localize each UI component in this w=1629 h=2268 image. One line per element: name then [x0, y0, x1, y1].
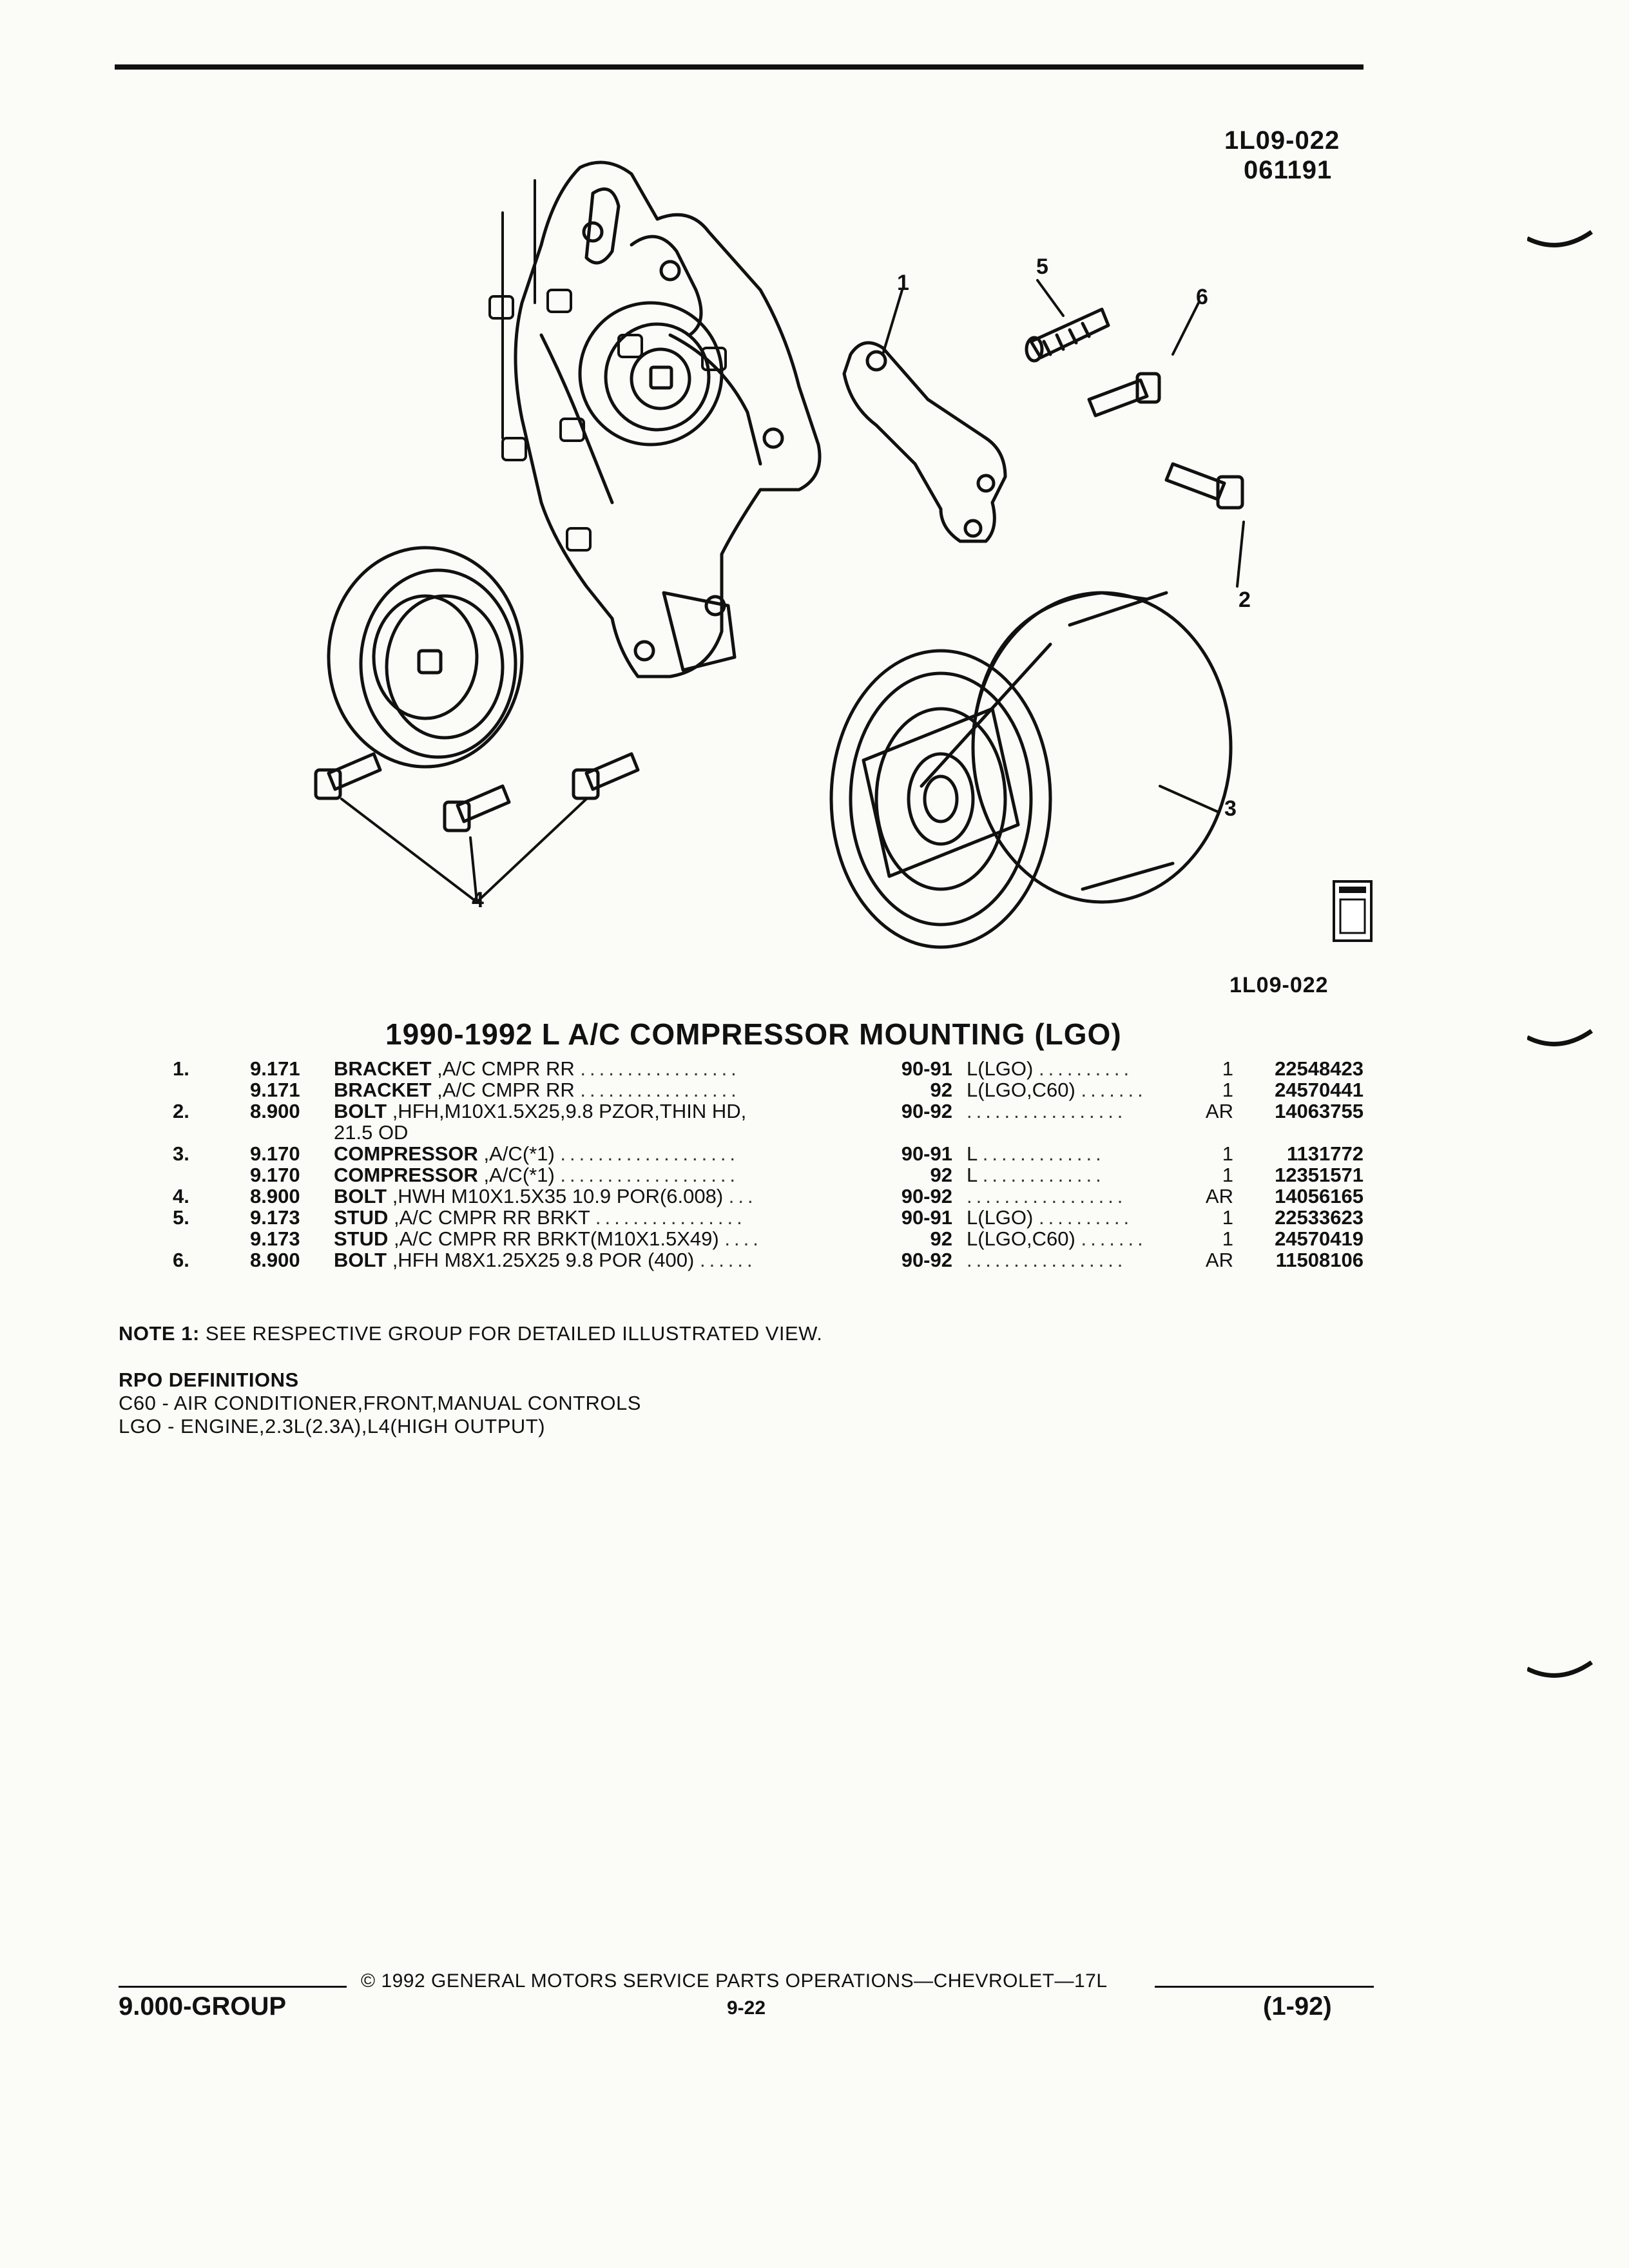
group-number: 8.900 [250, 1100, 300, 1122]
years: 90-92 [901, 1185, 952, 1207]
compressor-mounting-illustration [309, 142, 1315, 979]
table-row [173, 1249, 1364, 1271]
item-number: 6. [173, 1249, 189, 1271]
part-description: BRACKET ,A/C CMPR RR ................. [334, 1057, 740, 1080]
usage: L(LGO) .......... [967, 1206, 1133, 1229]
group-number: 9.170 [250, 1142, 300, 1165]
group-number: 8.900 [250, 1249, 300, 1271]
rpo-line: C60 - AIR CONDITIONER,FRONT,MANUAL CONTROLS [119, 1392, 641, 1414]
margin-marks [1527, 193, 1629, 1740]
compressor-part-3 [831, 593, 1231, 947]
callout-6: 6 [1196, 285, 1208, 309]
table-row [173, 1228, 1364, 1249]
group-number: 9.171 [250, 1057, 300, 1080]
note-text: SEE RESPECTIVE GROUP FOR DETAILED ILLUSTRATED VIEW. [199, 1322, 823, 1345]
revision-date: (1-92) [1263, 1992, 1332, 2021]
group-number: 9.170 [250, 1164, 300, 1186]
years: 90-92 [901, 1100, 952, 1122]
bolt-part-2 [1166, 464, 1242, 508]
rear-bracket-part-1 [844, 343, 1005, 541]
bolt-part-6 [1089, 374, 1159, 416]
footer-rule-left [119, 1986, 347, 1988]
group-number: 9.173 [250, 1227, 300, 1250]
quantity: AR [1205, 1185, 1233, 1207]
reference-code: 1L09-022 [1224, 126, 1340, 155]
page-number: 9-22 [727, 1997, 766, 2019]
part-number: 22533623 [1275, 1206, 1364, 1229]
table-row [173, 1164, 1364, 1186]
group-number [250, 1122, 334, 1143]
quantity: 1 [1222, 1079, 1233, 1101]
usage [967, 1122, 1205, 1143]
item-number [173, 1122, 250, 1143]
quantity: AR [1205, 1100, 1233, 1122]
quantity: 1 [1222, 1057, 1233, 1080]
table-row [173, 1143, 1364, 1164]
part-number: 12351571 [1275, 1164, 1364, 1186]
group-number: 8.900 [250, 1185, 300, 1207]
note-label: NOTE 1: [119, 1322, 200, 1345]
item-number: 5. [173, 1206, 189, 1229]
section-title: 1990-1992 L A/C COMPRESSOR MOUNTING (LGO) [385, 1017, 1122, 1051]
quantity: 1 [1222, 1227, 1233, 1250]
table-row [173, 1186, 1364, 1207]
top-rule [115, 64, 1364, 70]
part-number: 14063755 [1275, 1100, 1364, 1122]
table-row [173, 1100, 1364, 1122]
part-description: COMPRESSOR ,A/C(*1) ................... [334, 1142, 740, 1165]
item-number [173, 1079, 250, 1100]
usage: L(LGO,C60) ....... [967, 1079, 1147, 1101]
quantity [1205, 1122, 1233, 1143]
item-number: 2. [173, 1100, 189, 1122]
part-description: STUD ,A/C CMPR RR BRKT(M10X1.5X49) .... [334, 1227, 762, 1250]
quantity: 1 [1222, 1164, 1233, 1186]
part-description: BOLT ,HFH,M10X1.5X25,9.8 PZOR,THIN HD, [334, 1100, 747, 1122]
table-row [173, 1207, 1364, 1228]
callout-5: 5 [1036, 255, 1048, 279]
table-row [173, 1122, 1364, 1143]
usage: L ............. [967, 1164, 1105, 1186]
part-number: 11508106 [1275, 1249, 1364, 1271]
group-number: 9.171 [250, 1079, 300, 1101]
callout-1: 1 [897, 271, 909, 295]
item-number: 3. [173, 1142, 189, 1165]
stud-part-5 [1027, 309, 1108, 361]
part-number: 14056165 [1275, 1185, 1364, 1207]
usage: ................. [967, 1100, 1127, 1122]
gm-spo-logo [1333, 880, 1373, 942]
part-description: BOLT ,HFH M8X1.25X25 9.8 POR (400) ...... [334, 1249, 757, 1271]
item-number: 1. [173, 1057, 189, 1080]
years: 90-91 [901, 1057, 952, 1080]
years: 90-91 [901, 1206, 952, 1229]
part-number: 1131772 [1287, 1142, 1364, 1165]
illustration-caption: 1L09-022 [1229, 973, 1329, 997]
rpo-definitions [119, 1369, 641, 1438]
idler-pulley [580, 303, 722, 445]
date-code: 061191 [1244, 156, 1333, 184]
years: 92 [930, 1164, 952, 1186]
quantity: 1 [1222, 1206, 1233, 1229]
rpo-heading: RPO DEFINITIONS [119, 1369, 299, 1391]
part-number: 24570441 [1275, 1079, 1364, 1101]
usage: L(LGO,C60) ....... [967, 1227, 1147, 1250]
callout-2: 2 [1239, 588, 1251, 612]
part-number [1233, 1122, 1364, 1143]
table-row [173, 1058, 1364, 1079]
crank-pulley [329, 548, 522, 767]
quantity: AR [1205, 1249, 1233, 1271]
part-description: STUD ,A/C CMPR RR BRKT ................ [334, 1206, 746, 1229]
part-description: BOLT ,HWH M10X1.5X35 10.9 POR(6.008) ... [334, 1185, 757, 1207]
parts-table [173, 1058, 1364, 1271]
years: 92 [930, 1227, 952, 1250]
rpo-line: LGO - ENGINE,2.3L(2.3A),L4(HIGH OUTPUT) [119, 1415, 546, 1437]
part-number: 22548423 [1275, 1057, 1364, 1080]
years: 92 [930, 1079, 952, 1101]
table-row [173, 1079, 1364, 1100]
leader-lines [342, 280, 1244, 902]
group-label: 9.000-GROUP [119, 1992, 287, 2021]
usage: L(LGO) .......... [967, 1057, 1133, 1080]
usage: L ............. [967, 1142, 1105, 1165]
part-description: BRACKET ,A/C CMPR RR ................. [334, 1079, 740, 1101]
part-description-continued: 21.5 OD [334, 1121, 409, 1144]
usage: ................. [967, 1249, 1127, 1271]
years: 90-92 [901, 1249, 952, 1271]
bolts-part-4 [316, 754, 638, 831]
copyright-line: © 1992 GENERAL MOTORS SERVICE PARTS OPERATIONS—CHEVROLET—17L [361, 1970, 1108, 1992]
years: 90-91 [901, 1142, 952, 1165]
item-number [173, 1228, 250, 1249]
usage: ................. [967, 1185, 1127, 1207]
callout-3: 3 [1224, 796, 1237, 821]
part-description: COMPRESSOR ,A/C(*1) ................... [334, 1164, 740, 1186]
item-number [173, 1164, 250, 1186]
item-number: 4. [173, 1185, 189, 1207]
part-number: 24570419 [1275, 1227, 1364, 1250]
years [875, 1122, 967, 1143]
footnote [119, 1322, 822, 1345]
quantity: 1 [1222, 1142, 1233, 1165]
group-number: 9.173 [250, 1206, 300, 1229]
callout-4: 4 [472, 888, 484, 912]
footer-rule-right [1155, 1986, 1374, 1988]
